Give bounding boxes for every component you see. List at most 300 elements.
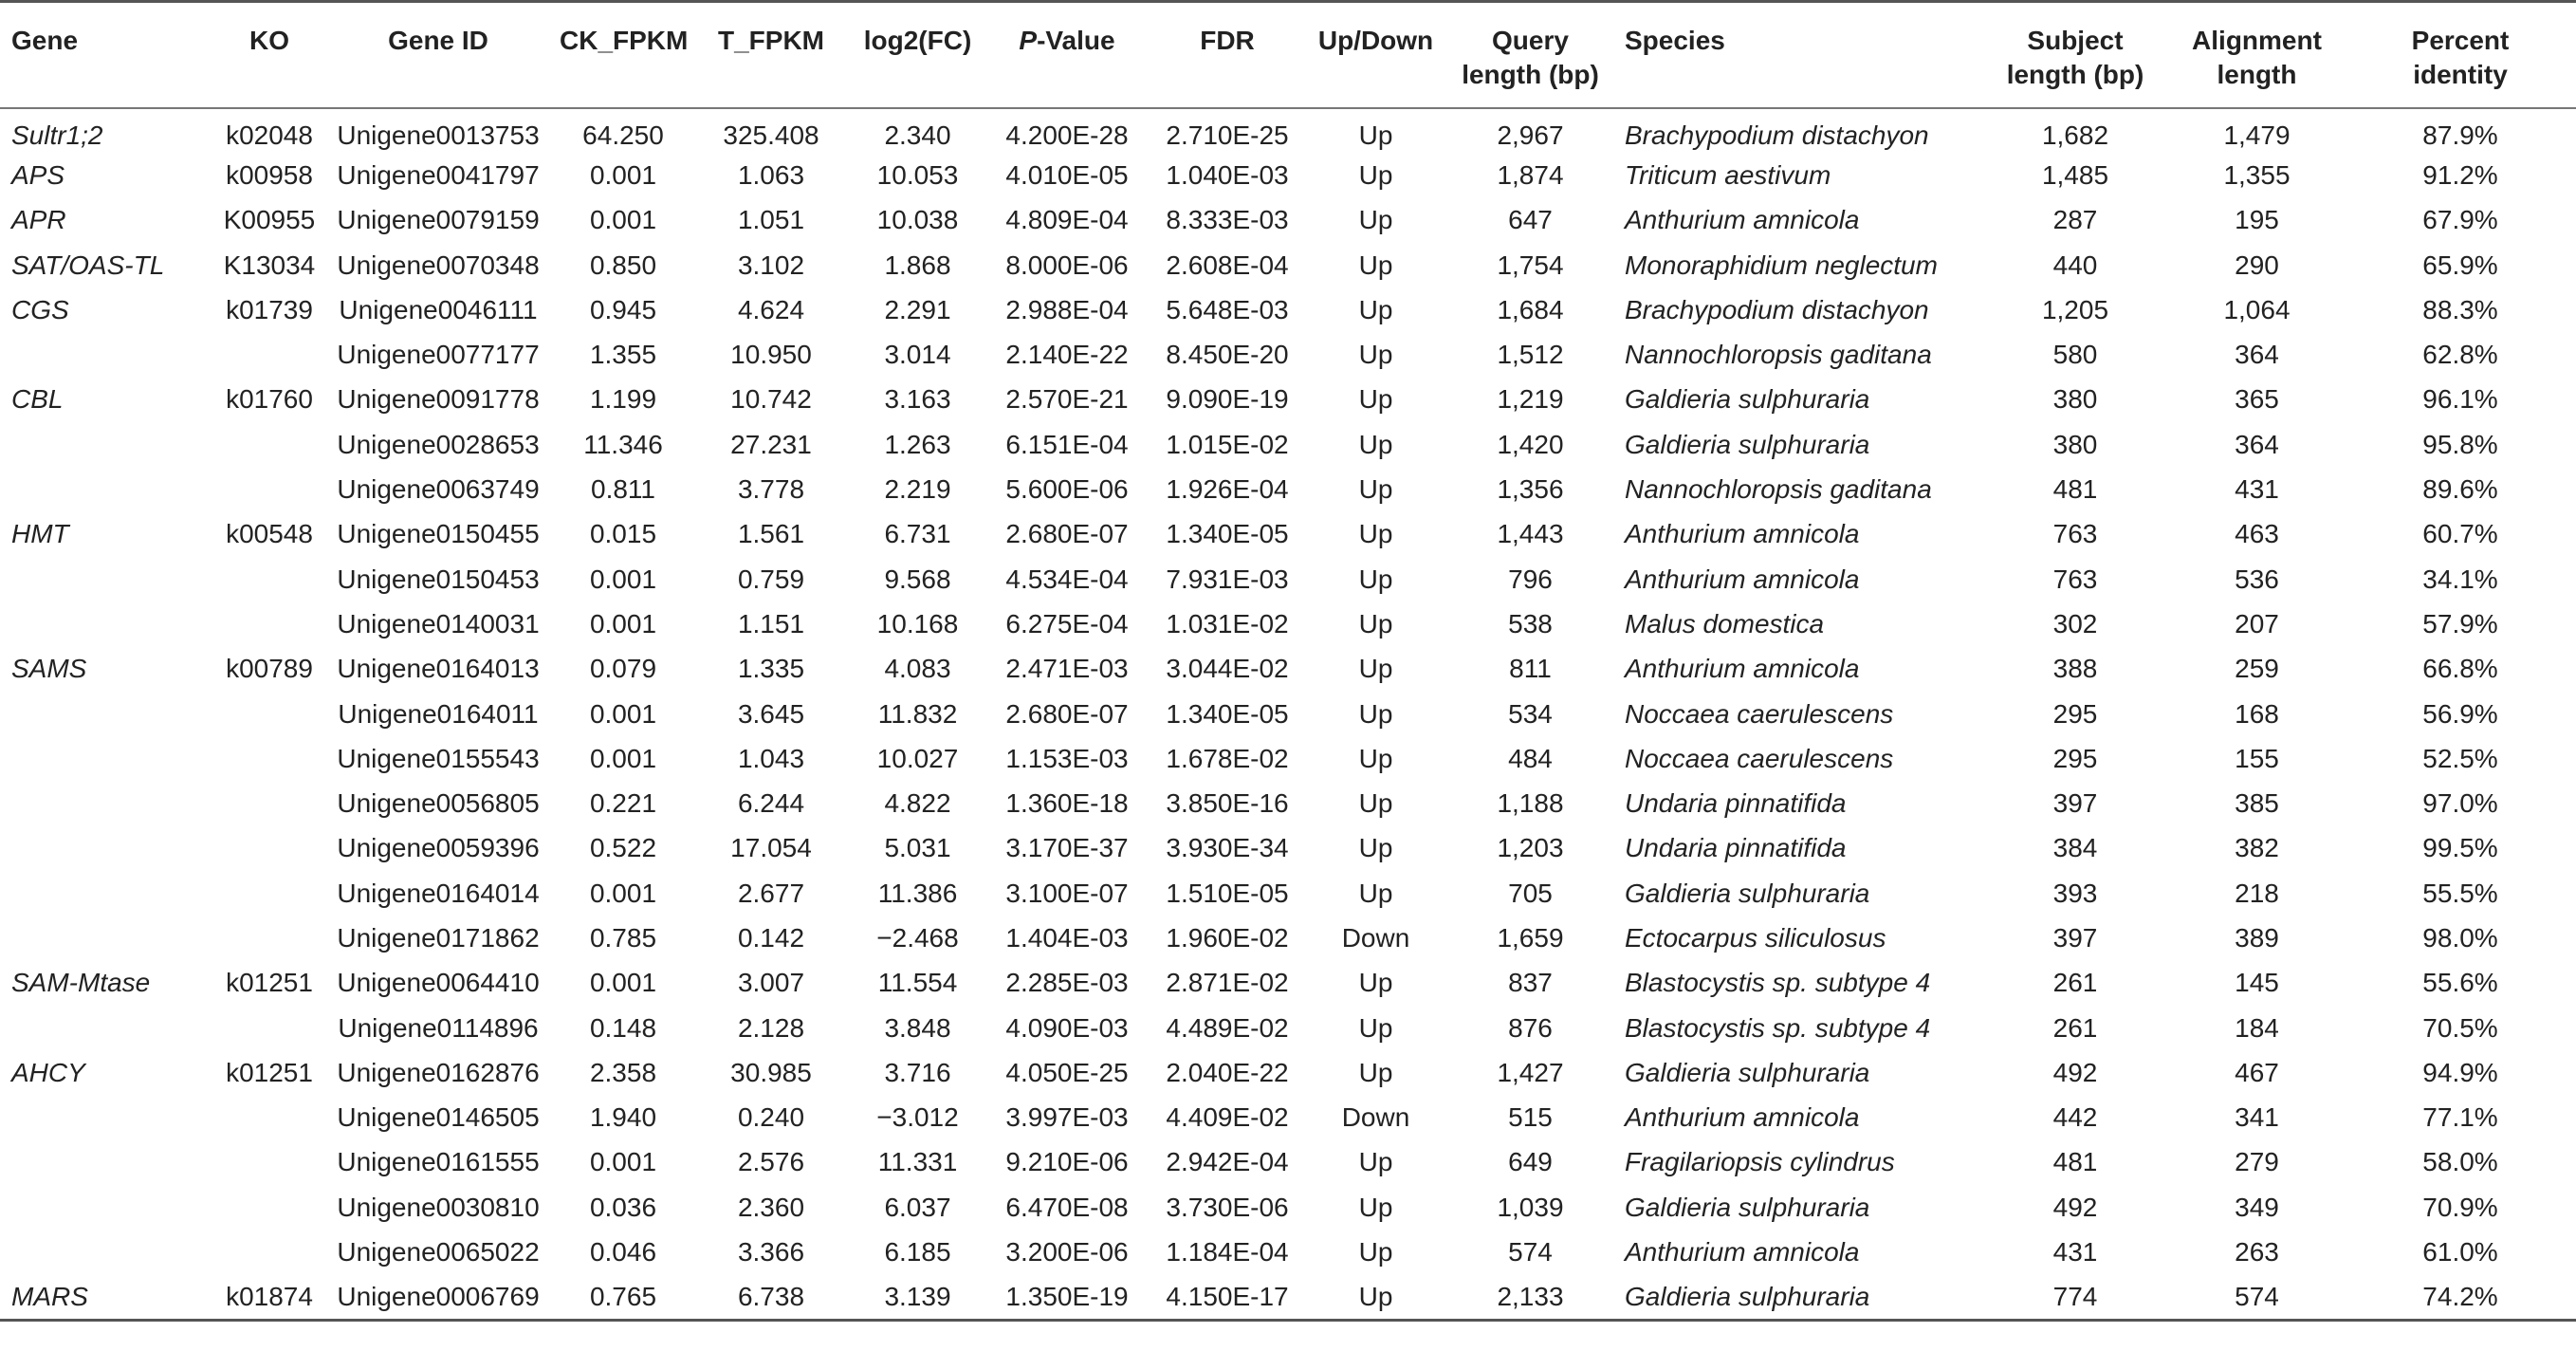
cell-fdr: 9.090E-19 — [1166, 384, 1289, 415]
header-up-down: Up/Down — [1317, 26, 1434, 55]
cell-log2fc: 10.053 — [876, 159, 959, 190]
cell-t-fpkm: 17.054 — [730, 833, 812, 863]
cell-subject-length: 763 — [2052, 519, 2098, 549]
cell-species: Undaria pinnatifida — [1625, 833, 1847, 863]
cell-gene: SAM-Mtase — [11, 968, 151, 998]
cell-fdr: 1.040E-03 — [1166, 159, 1289, 190]
cell-fdr: 5.648E-03 — [1166, 294, 1289, 324]
cell-species: Galdieria sulphuraria — [1625, 429, 1870, 459]
cell-alignment-length: 145 — [2235, 968, 2279, 998]
cell-ck-fpkm: 0.850 — [589, 250, 657, 280]
cell-p-value: 2.988E-04 — [1005, 294, 1129, 324]
table-row — [0, 198, 2576, 243]
table-row — [0, 467, 2576, 511]
cell-gene-id: Unigene0155543 — [337, 743, 540, 773]
cell-species: Galdieria sulphuraria — [1625, 1281, 1870, 1311]
cell-species: Noccaea caerulescens — [1625, 743, 1894, 773]
cell-up-down: Down — [1341, 1102, 1410, 1133]
table-row — [0, 1006, 2576, 1050]
cell-species: Nannochloropsis gaditana — [1625, 340, 1932, 370]
cell-subject-length: 481 — [2052, 474, 2098, 505]
cell-ko — [214, 467, 324, 511]
cell-alignment-length: 1,064 — [2223, 294, 2291, 324]
cell-species: Malus domestica — [1625, 608, 1825, 638]
cell-gene-id: Unigene0046111 — [339, 294, 538, 324]
cell-gene — [0, 781, 214, 825]
cell-subject-length: 1,205 — [2041, 294, 2109, 324]
header-alignment-length-line1: Alignment — [2192, 26, 2322, 55]
cell-log2fc: 11.832 — [877, 698, 958, 729]
header-subject-length-line2: length (bp) — [2006, 60, 2144, 89]
cell-query-length: 1,512 — [1497, 340, 1564, 370]
table-row — [0, 736, 2576, 781]
cell-gene-id: Unigene0091778 — [337, 384, 540, 415]
cell-species: Galdieria sulphuraria — [1625, 384, 1870, 415]
cell-up-down: Up — [1358, 564, 1393, 594]
cell-p-value: 3.997E-03 — [1005, 1102, 1129, 1133]
cell-subject-length: 774 — [2052, 1281, 2098, 1311]
cell-fdr: 3.930E-34 — [1166, 833, 1289, 863]
cell-species: Nannochloropsis gaditana — [1625, 474, 1932, 505]
cell-percent-identity: 34.1% — [2422, 564, 2498, 594]
cell-up-down: Down — [1341, 922, 1410, 953]
cell-gene-id: Unigene0059396 — [337, 833, 540, 863]
cell-log2fc: 10.168 — [876, 608, 959, 638]
cell-ko — [214, 422, 324, 467]
cell-query-length: 1,684 — [1497, 294, 1564, 324]
cell-p-value: 8.000E-06 — [1005, 250, 1129, 280]
cell-subject-length: 302 — [2052, 608, 2098, 638]
cell-up-down: Up — [1358, 474, 1393, 505]
table-row — [0, 557, 2576, 601]
cell-subject-length: 580 — [2052, 340, 2098, 370]
cell-fdr: 1.926E-04 — [1166, 474, 1289, 505]
cell-gene: CGS — [11, 294, 69, 324]
cell-ck-fpkm: 0.046 — [589, 1237, 657, 1268]
cell-t-fpkm: 325.408 — [723, 120, 819, 151]
cell-subject-length: 1,485 — [2041, 159, 2109, 190]
cell-log2fc: 10.038 — [876, 205, 959, 235]
cell-up-down: Up — [1358, 1281, 1393, 1311]
cell-alignment-length: 536 — [2235, 564, 2279, 594]
cell-percent-identity: 99.5% — [2422, 833, 2498, 863]
cell-species: Brachypodium distachyon — [1625, 294, 1929, 324]
table-row — [0, 332, 2576, 377]
cell-fdr: 1.510E-05 — [1166, 878, 1289, 908]
cell-p-value: 6.470E-08 — [1005, 1192, 1129, 1222]
cell-species: Triticum aestivum — [1625, 159, 1831, 190]
cell-gene — [0, 1006, 214, 1050]
cell-ko — [214, 332, 324, 377]
cell-p-value: 4.809E-04 — [1005, 205, 1129, 235]
cell-fdr: 8.333E-03 — [1166, 205, 1289, 235]
cell-up-down: Up — [1358, 205, 1393, 235]
cell-gene: SAMS — [11, 654, 87, 684]
cell-gene — [0, 422, 214, 467]
cell-up-down: Up — [1358, 788, 1393, 819]
cell-percent-identity: 55.5% — [2422, 878, 2498, 908]
cell-ko — [214, 557, 324, 601]
cell-percent-identity: 88.3% — [2422, 294, 2498, 324]
cell-p-value: 2.570E-21 — [1005, 384, 1129, 415]
cell-ck-fpkm: 1.355 — [589, 340, 657, 370]
cell-alignment-length: 184 — [2235, 1012, 2279, 1043]
cell-query-length: 2,967 — [1497, 120, 1564, 151]
cell-subject-length: 431 — [2052, 1237, 2098, 1268]
cell-query-length: 796 — [1508, 564, 1553, 594]
cell-log2fc: 2.340 — [884, 120, 951, 151]
cell-ko: k01739 — [226, 294, 313, 324]
cell-gene-id: Unigene0150453 — [337, 564, 540, 594]
cell-alignment-length: 290 — [2235, 250, 2279, 280]
table-row — [0, 781, 2576, 825]
cell-ko — [214, 692, 324, 736]
cell-species: Anthurium amnicola — [1625, 564, 1860, 594]
cell-t-fpkm: 0.240 — [737, 1102, 805, 1133]
cell-t-fpkm: 2.128 — [737, 1012, 805, 1043]
cell-alignment-length: 279 — [2235, 1147, 2279, 1177]
cell-up-down: Up — [1358, 1057, 1393, 1087]
cell-percent-identity: 60.7% — [2422, 519, 2498, 549]
cell-log2fc: 4.083 — [884, 654, 951, 684]
cell-gene: SAT/OAS-TL — [11, 250, 165, 280]
cell-alignment-length: 263 — [2235, 1237, 2279, 1268]
cell-gene-id: Unigene0028653 — [337, 429, 540, 459]
cell-fdr: 1.184E-04 — [1166, 1237, 1289, 1268]
cell-query-length: 649 — [1508, 1147, 1553, 1177]
cell-percent-identity: 65.9% — [2422, 250, 2498, 280]
cell-gene-id: Unigene0006769 — [337, 1281, 540, 1311]
cell-query-length: 1,659 — [1497, 922, 1564, 953]
cell-query-length: 484 — [1508, 743, 1553, 773]
cell-query-length: 515 — [1508, 1102, 1553, 1133]
cell-p-value: 2.285E-03 — [1005, 968, 1129, 998]
cell-percent-identity: 87.9% — [2422, 120, 2498, 151]
cell-percent-identity: 66.8% — [2422, 654, 2498, 684]
cell-subject-length: 261 — [2052, 968, 2098, 998]
cell-ko — [214, 916, 324, 960]
cell-gene-id: Unigene0164011 — [338, 698, 539, 729]
cell-up-down: Up — [1358, 1192, 1393, 1222]
table-row — [0, 1230, 2576, 1274]
cell-percent-identity: 52.5% — [2422, 743, 2498, 773]
cell-ko — [214, 781, 324, 825]
cell-gene-id: Unigene0070348 — [337, 250, 540, 280]
cell-gene — [0, 692, 214, 736]
cell-p-value: 4.090E-03 — [1005, 1012, 1129, 1043]
cell-t-fpkm: 6.738 — [737, 1281, 805, 1311]
cell-p-value: 5.600E-06 — [1005, 474, 1129, 505]
cell-t-fpkm: 1.151 — [737, 608, 805, 638]
cell-species: Anthurium amnicola — [1625, 519, 1860, 549]
cell-gene-id: Unigene0164014 — [337, 878, 540, 908]
cell-subject-length: 763 — [2052, 564, 2098, 594]
cell-species: Fragilariopsis cylindrus — [1625, 1147, 1895, 1177]
cell-percent-identity: 94.9% — [2422, 1057, 2498, 1087]
cell-alignment-length: 365 — [2235, 384, 2279, 415]
cell-percent-identity: 56.9% — [2422, 698, 2498, 729]
cell-log2fc: 5.031 — [884, 833, 951, 863]
cell-ck-fpkm: 1.199 — [589, 384, 657, 415]
cell-p-value: 3.170E-37 — [1005, 833, 1129, 863]
cell-log2fc: 4.822 — [884, 788, 951, 819]
cell-log2fc: 3.163 — [884, 384, 951, 415]
cell-p-value: 1.350E-19 — [1005, 1281, 1129, 1311]
cell-ko: k01760 — [226, 384, 313, 415]
cell-log2fc: 6.731 — [884, 519, 951, 549]
cell-alignment-length: 168 — [2235, 698, 2279, 729]
cell-ko: K00955 — [223, 205, 316, 235]
cell-alignment-length: 431 — [2235, 474, 2279, 505]
table-header — [0, 2, 2576, 109]
cell-gene — [0, 1096, 214, 1140]
cell-t-fpkm: 3.007 — [737, 968, 805, 998]
cell-p-value: 9.210E-06 — [1005, 1147, 1129, 1177]
cell-subject-length: 492 — [2052, 1192, 2098, 1222]
cell-alignment-length: 155 — [2235, 743, 2279, 773]
cell-species: Blastocystis sp. subtype 4 — [1625, 1012, 1931, 1043]
cell-log2fc: 11.386 — [877, 878, 958, 908]
cell-subject-length: 492 — [2052, 1057, 2098, 1087]
cell-species: Galdieria sulphuraria — [1625, 1192, 1870, 1222]
cell-gene-id: Unigene0030810 — [337, 1192, 540, 1222]
header-p-value-italic: P — [1019, 26, 1038, 55]
cell-t-fpkm: 0.142 — [737, 922, 805, 953]
cell-ck-fpkm: 0.765 — [589, 1281, 657, 1311]
cell-query-length: 811 — [1509, 654, 1552, 684]
header-query-length-line2: length (bp) — [1462, 60, 1599, 89]
cell-query-length: 876 — [1508, 1012, 1553, 1043]
cell-ck-fpkm: 0.079 — [589, 654, 657, 684]
cell-subject-length: 393 — [2052, 878, 2098, 908]
cell-t-fpkm: 1.063 — [737, 159, 805, 190]
cell-log2fc: 3.716 — [884, 1057, 951, 1087]
cell-percent-identity: 62.8% — [2422, 340, 2498, 370]
cell-percent-identity: 91.2% — [2422, 159, 2498, 190]
table-row — [0, 243, 2576, 287]
cell-subject-length: 287 — [2052, 205, 2098, 235]
cell-gene-id: Unigene0063749 — [337, 474, 540, 505]
cell-ck-fpkm: 11.346 — [583, 429, 663, 459]
cell-gene — [0, 1185, 214, 1230]
header-p-value — [987, 2, 1147, 109]
cell-ko — [214, 1230, 324, 1274]
table-row — [0, 1140, 2576, 1185]
cell-alignment-length: 364 — [2235, 340, 2279, 370]
cell-t-fpkm: 27.231 — [730, 429, 812, 459]
cell-alignment-length: 467 — [2235, 1057, 2279, 1087]
cell-gene-id: Unigene0150455 — [337, 519, 540, 549]
cell-t-fpkm: 3.645 — [737, 698, 805, 729]
cell-fdr: 3.044E-02 — [1166, 654, 1289, 684]
cell-gene-id: Unigene0065022 — [337, 1237, 540, 1268]
cell-gene — [0, 467, 214, 511]
cell-t-fpkm: 2.677 — [737, 878, 805, 908]
cell-up-down: Up — [1358, 384, 1393, 415]
cell-subject-length: 261 — [2052, 1012, 2098, 1043]
table-row — [0, 287, 2576, 332]
cell-gene-id: Unigene0079159 — [337, 205, 540, 235]
cell-log2fc: 11.554 — [877, 968, 958, 998]
table-row — [0, 871, 2576, 916]
cell-percent-identity: 67.9% — [2422, 205, 2498, 235]
cell-query-length: 534 — [1508, 698, 1553, 729]
cell-gene: APR — [11, 205, 66, 235]
cell-ck-fpkm: 0.522 — [589, 833, 657, 863]
cell-p-value: 4.050E-25 — [1005, 1057, 1129, 1087]
cell-t-fpkm: 1.335 — [737, 654, 805, 684]
cell-species: Galdieria sulphuraria — [1625, 878, 1870, 908]
cell-gene-id: Unigene0146505 — [337, 1102, 540, 1133]
cell-fdr: 2.942E-04 — [1166, 1147, 1289, 1177]
cell-fdr: 1.678E-02 — [1166, 743, 1289, 773]
cell-subject-length: 397 — [2052, 922, 2098, 953]
table-body — [0, 108, 2576, 1320]
table-row — [0, 422, 2576, 467]
cell-gene: MARS — [11, 1281, 88, 1311]
cell-query-length: 1,874 — [1497, 159, 1564, 190]
cell-ck-fpkm: 1.940 — [589, 1102, 657, 1133]
cell-fdr: 3.730E-06 — [1166, 1192, 1289, 1222]
cell-fdr: 1.015E-02 — [1166, 429, 1289, 459]
table-row — [0, 1185, 2576, 1230]
cell-fdr: 2.608E-04 — [1166, 250, 1289, 280]
cell-up-down: Up — [1358, 1237, 1393, 1268]
cell-species: Undaria pinnatifida — [1625, 788, 1847, 819]
cell-p-value: 6.275E-04 — [1005, 608, 1129, 638]
cell-alignment-length: 385 — [2235, 788, 2279, 819]
cell-query-length: 2,133 — [1497, 1281, 1564, 1311]
cell-t-fpkm: 1.561 — [737, 519, 805, 549]
cell-species: Brachypodium distachyon — [1625, 120, 1929, 151]
cell-ck-fpkm: 0.001 — [589, 1147, 657, 1177]
cell-p-value: 3.100E-07 — [1005, 878, 1129, 908]
cell-gene-id: Unigene0041797 — [337, 159, 540, 190]
table-row — [0, 378, 2576, 422]
table-row — [0, 916, 2576, 960]
table-row — [0, 1096, 2576, 1140]
cell-p-value: 2.680E-07 — [1005, 698, 1129, 729]
cell-t-fpkm: 4.624 — [737, 294, 805, 324]
cell-ck-fpkm: 2.358 — [589, 1057, 657, 1087]
cell-log2fc: 3.139 — [884, 1281, 951, 1311]
cell-percent-identity: 74.2% — [2422, 1281, 2498, 1311]
cell-ck-fpkm: 0.036 — [589, 1192, 657, 1222]
cell-subject-length: 440 — [2052, 250, 2098, 280]
header-t-fpkm: T_FPKM — [718, 26, 824, 55]
cell-fdr: 2.871E-02 — [1166, 968, 1289, 998]
header-subject-length-line1: Subject — [2027, 26, 2124, 55]
header-percent-identity-line1: Percent — [2411, 26, 2510, 55]
cell-gene: HMT — [11, 519, 69, 549]
header-fdr: FDR — [1200, 26, 1255, 55]
cell-query-length: 1,039 — [1497, 1192, 1564, 1222]
cell-log2fc: 3.848 — [884, 1012, 951, 1043]
cell-ko: k02048 — [226, 120, 313, 151]
cell-gene: Sultr1;2 — [11, 120, 103, 151]
cell-t-fpkm: 1.043 — [737, 743, 805, 773]
cell-subject-length: 380 — [2052, 429, 2098, 459]
cell-ck-fpkm: 0.221 — [589, 788, 657, 819]
cell-species: Noccaea caerulescens — [1625, 698, 1894, 729]
header-percent-identity — [2345, 2, 2576, 109]
cell-alignment-length: 389 — [2235, 922, 2279, 953]
header-species: Species — [1625, 26, 1725, 55]
cell-species: Galdieria sulphuraria — [1625, 1057, 1870, 1087]
cell-ck-fpkm: 64.250 — [582, 120, 664, 151]
cell-gene — [0, 557, 214, 601]
cell-ck-fpkm: 0.015 — [589, 519, 657, 549]
cell-percent-identity: 77.1% — [2422, 1102, 2498, 1133]
header-ko: KO — [249, 26, 289, 55]
cell-query-length: 1,754 — [1497, 250, 1564, 280]
cell-ko: k00548 — [226, 519, 313, 549]
cell-fdr: 1.960E-02 — [1166, 922, 1289, 953]
cell-percent-identity: 70.9% — [2422, 1192, 2498, 1222]
cell-query-length: 837 — [1508, 968, 1553, 998]
cell-alignment-length: 364 — [2235, 429, 2279, 459]
cell-up-down: Up — [1358, 1147, 1393, 1177]
cell-up-down: Up — [1358, 743, 1393, 773]
cell-ck-fpkm: 0.001 — [589, 698, 657, 729]
cell-species: Anthurium amnicola — [1625, 1237, 1860, 1268]
cell-gene-id: Unigene0140031 — [337, 608, 540, 638]
cell-t-fpkm: 2.576 — [737, 1147, 805, 1177]
cell-gene — [0, 601, 214, 646]
cell-gene: CBL — [11, 384, 64, 415]
cell-gene-id: Unigene0171862 — [337, 922, 540, 953]
cell-ko — [214, 601, 324, 646]
table-row — [0, 1275, 2576, 1320]
cell-gene — [0, 736, 214, 781]
cell-species: Ectocarpus siliculosus — [1625, 922, 1886, 953]
cell-query-length: 1,356 — [1497, 474, 1564, 505]
cell-log2fc: 2.219 — [884, 474, 951, 505]
cell-species: Anthurium amnicola — [1625, 1102, 1860, 1133]
cell-species: Blastocystis sp. subtype 4 — [1625, 968, 1931, 998]
cell-ck-fpkm: 0.001 — [589, 608, 657, 638]
cell-percent-identity: 58.0% — [2422, 1147, 2498, 1177]
cell-gene-id: Unigene0077177 — [337, 340, 540, 370]
cell-fdr: 2.710E-25 — [1166, 120, 1289, 151]
cell-log2fc: 9.568 — [884, 564, 951, 594]
header-subject-length — [1981, 2, 2169, 109]
cell-ck-fpkm: 0.148 — [589, 1012, 657, 1043]
cell-p-value: 4.010E-05 — [1005, 159, 1129, 190]
cell-ko — [214, 736, 324, 781]
cell-p-value: 1.153E-03 — [1005, 743, 1129, 773]
header-ck-fpkm: CK_FPKM — [560, 26, 689, 55]
cell-fdr: 3.850E-16 — [1166, 788, 1289, 819]
cell-log2fc: 6.185 — [884, 1237, 951, 1268]
cell-species: Anthurium amnicola — [1625, 205, 1860, 235]
cell-query-length: 705 — [1508, 878, 1553, 908]
cell-alignment-length: 341 — [2235, 1102, 2279, 1133]
cell-fdr: 4.489E-02 — [1166, 1012, 1289, 1043]
cell-subject-length: 380 — [2052, 384, 2098, 415]
cell-gene — [0, 332, 214, 377]
cell-p-value: 6.151E-04 — [1005, 429, 1129, 459]
cell-ko — [214, 1185, 324, 1230]
cell-up-down: Up — [1358, 878, 1393, 908]
cell-alignment-length: 195 — [2235, 205, 2279, 235]
cell-log2fc: −3.012 — [876, 1102, 959, 1133]
cell-percent-identity: 95.8% — [2422, 429, 2498, 459]
cell-gene — [0, 1140, 214, 1185]
cell-gene-id: Unigene0114896 — [338, 1012, 539, 1043]
cell-alignment-length: 574 — [2235, 1281, 2279, 1311]
cell-up-down: Up — [1358, 294, 1393, 324]
